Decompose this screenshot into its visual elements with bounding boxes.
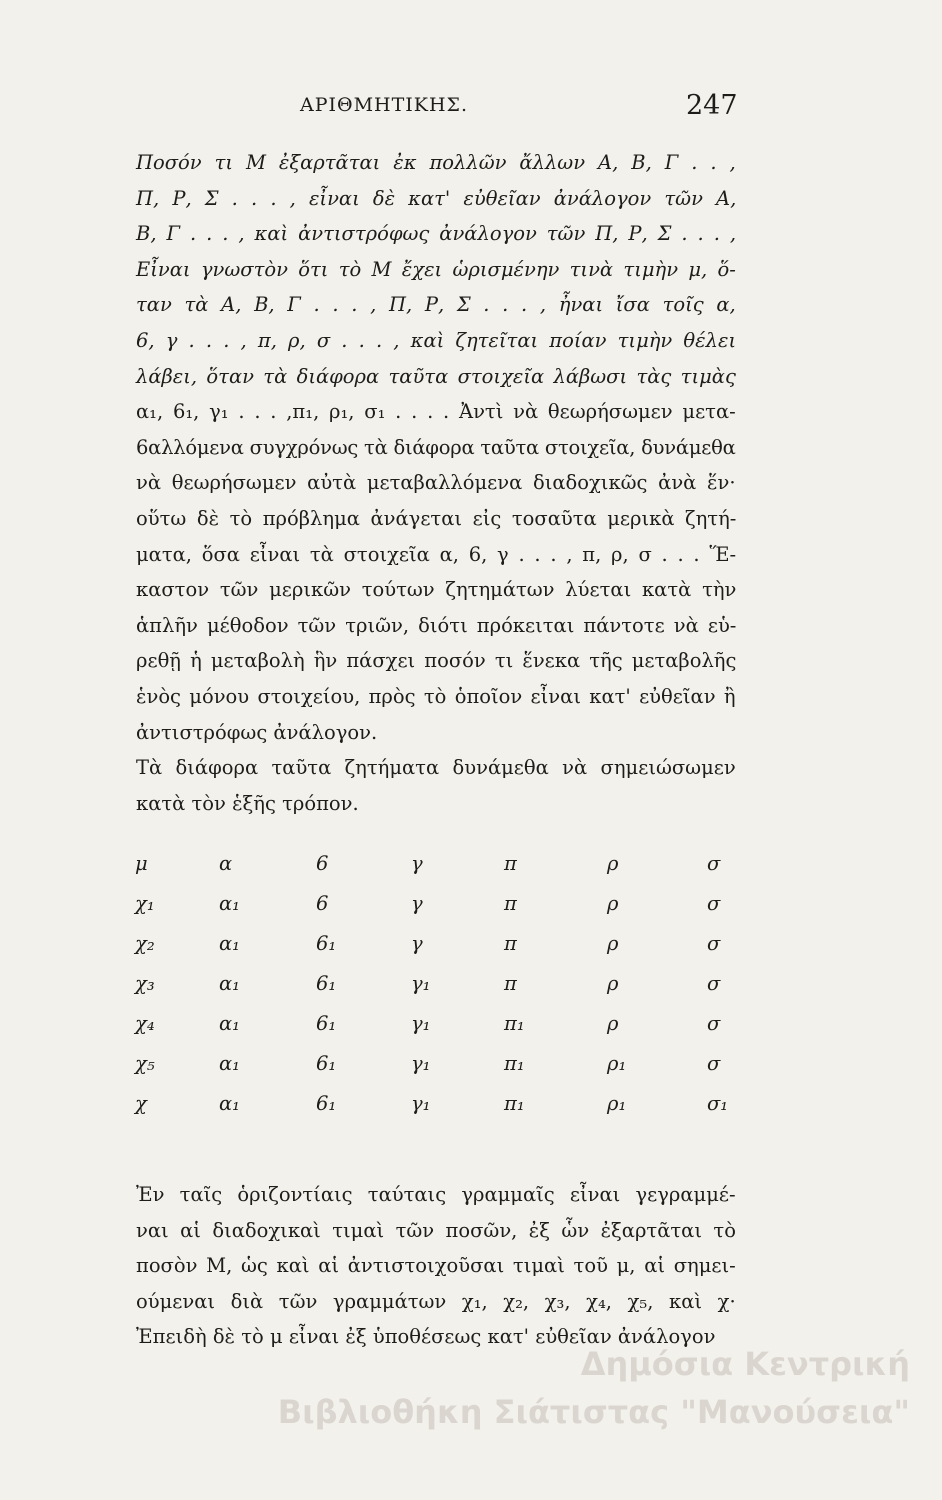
table-cell: α <box>219 851 233 875</box>
table-cell: α₁ <box>219 931 240 955</box>
paragraph-1 <box>136 145 740 821</box>
table-cell: π₁ <box>504 1091 525 1115</box>
table-row <box>135 923 747 963</box>
table-cell: γ <box>411 931 423 955</box>
table-row <box>135 883 747 923</box>
table-cell: σ <box>707 851 721 875</box>
text-line: Ἐν ταῖς ὁριζοντίαις ταύταις γραμμαῖς εἶναι γεγραμμέ- <box>136 1183 736 1206</box>
table-cell: γ₁ <box>411 971 431 995</box>
table-cell: 6₁ <box>316 1051 337 1075</box>
page-header <box>0 90 942 124</box>
table-row <box>135 963 747 1003</box>
table-cell: χ <box>135 1091 147 1115</box>
text-line: Π, Ρ, Σ . . . , εἶναι δὲ κατ' εὐθεῖαν ἀνάλογον τῶν Α, <box>136 186 737 210</box>
library-watermark <box>210 1340 910 1436</box>
text-line: Β, Γ . . . , καὶ ἀντιστρόφως ἀνάλογον τῶν Π, Ρ, Σ . . . , <box>136 222 737 246</box>
text-line: Εἶναι γνωστὸν ὅτι τὸ Μ ἔχει ὡρισμένην τινὰ τιμὴν μ, ὅ- <box>136 257 736 281</box>
text-line: Ποσόν τι Μ ἐξαρτᾶται ἐκ πολλῶν ἄλλων Α, Β, Γ . . , <box>136 151 736 174</box>
table-row <box>135 1003 747 1043</box>
text-line: ἑνὸς μόνου στοιχείου, πρὸς τὸ ὁποῖον εἶναι κατ' εὐθεῖαν ἢ <box>136 684 736 708</box>
text-line: κατὰ τὸν ἑξῆς τρόπον. <box>136 791 359 815</box>
text-line: ναι αἱ διαδοχικαὶ τιμαὶ τῶν ποσῶν, ἐξ ὧν ἐξαρτᾶται τὸ <box>136 1218 736 1242</box>
table-cell: γ₁ <box>411 1091 431 1115</box>
table-cell: α₁ <box>219 1011 240 1035</box>
table-cell: ρ <box>607 851 619 875</box>
table-cell: σ <box>707 931 721 955</box>
table-cell: χ₅ <box>135 1051 155 1075</box>
table-cell: π <box>504 971 517 995</box>
table-row <box>135 843 747 883</box>
table-cell: 6 <box>316 851 329 875</box>
text-line: καστον τῶν μερικῶν τούτων ζητημάτων λύεται κατὰ τὴν <box>136 578 737 602</box>
table-cell: ρ <box>607 891 619 915</box>
table-cell: γ₁ <box>411 1051 431 1075</box>
table-cell: 6₁ <box>316 971 337 995</box>
text-line: οὕτω δὲ τὸ πρόβλημα ἀνάγεται εἰς τοσαῦτα μερικὰ ζητή- <box>136 506 737 530</box>
text-line: ἁπλῆν μέθοδον τῶν τριῶν, διότι πρόκειται πάντοτε νὰ εὑ- <box>136 613 737 637</box>
table-cell: π <box>504 851 517 875</box>
watermark-line-2: Βιβλιοθήκη Σιάτιστας "Μανούσεια" <box>277 1393 910 1431</box>
table-cell: ρ₁ <box>607 1091 627 1115</box>
table-cell: ρ <box>607 1011 619 1035</box>
text-line: νὰ θεωρήσωμεν αὐτὰ μεταβαλλόμενα διαδοχικῶς ἀνὰ ἕν· <box>136 471 736 495</box>
table-cell: ρ <box>607 971 619 995</box>
text-line: ταν τὰ Α, Β, Γ . . . , Π, Ρ, Σ . . . , ἦναι ἴσα τοῖς α, <box>136 293 736 317</box>
text-line: ποσὸν Μ, ὡς καὶ αἱ ἀντιστοιχοῦσαι τιμαὶ τοῦ μ, αἱ σημει- <box>136 1254 736 1278</box>
table-cell: χ₃ <box>135 971 155 995</box>
text-line: Τὰ διάφορα ταῦτα ζητήματα δυνάμεθα νὰ σημειώσωμεν <box>136 756 736 780</box>
table-cell: π₁ <box>504 1011 525 1035</box>
text-line: ούμεναι διὰ τῶν γραμμάτων χ₁, χ₂, χ₃, χ₄, χ₅, καὶ χ· <box>136 1289 736 1313</box>
text-line: ἀντιστρόφως ἀνάλογον. <box>136 720 378 744</box>
text-line: 6, γ . . . , π, ρ, σ . . . , καὶ ζητεῖται ποίαν τιμὴν θέλει <box>136 328 737 352</box>
table-cell: 6₁ <box>316 1091 337 1115</box>
table-cell: π <box>504 891 517 915</box>
text-line: ρεθῇ ἡ μεταβολὴ ἣν πάσχει ποσόν τι ἕνεκα τῆς μεταβολῆς <box>136 649 737 673</box>
running-title: ΑΡΙΘΜΗΤΙΚΗΣ. <box>300 94 469 116</box>
table-cell: α₁ <box>219 1051 240 1075</box>
paragraph-2 <box>136 1177 740 1355</box>
table-row <box>135 1083 747 1123</box>
table-row <box>135 1043 747 1083</box>
table-cell: ρ₁ <box>607 1051 627 1075</box>
table-cell: α₁ <box>219 971 240 995</box>
table-cell: π <box>504 931 517 955</box>
values-table <box>135 843 747 1123</box>
table-cell: α₁ <box>219 891 240 915</box>
table-cell: γ <box>411 891 423 915</box>
text-line: ματα, ὅσα εἶναι τὰ στοιχεῖα α, 6, γ . . . , π, ρ, σ . . . Ἕ- <box>136 542 737 566</box>
table-cell: σ <box>707 1011 721 1035</box>
table-cell: 6 <box>316 891 329 915</box>
table-cell: χ₂ <box>135 931 155 955</box>
table-cell: α₁ <box>219 1091 240 1115</box>
watermark-line-1: Δημόσια Κεντρική <box>580 1345 910 1383</box>
table-cell: σ₁ <box>707 1091 729 1115</box>
table-cell: χ₄ <box>135 1011 155 1035</box>
table-cell: χ₁ <box>135 891 155 915</box>
table-cell: σ <box>707 891 721 915</box>
table-cell: μ <box>135 851 148 875</box>
table-cell: γ <box>411 851 423 875</box>
text-line: λάβει, ὅταν τὰ διάφορα ταῦτα στοιχεῖα λάβωσι τὰς τιμὰς <box>136 364 736 388</box>
page-number: 247 <box>686 90 738 121</box>
text-line: Ἐπειδὴ δὲ τὸ μ εἶναι ἐξ ὑποθέσεως κατ' εὐθεῖαν ἀνάλογον <box>136 1325 716 1349</box>
table-cell: γ₁ <box>411 1011 431 1035</box>
table-cell: 6₁ <box>316 931 337 955</box>
text-line: 6αλλόμενα συγχρόνως τὰ διάφορα ταῦτα στοιχεῖα, δυνάμεθα <box>136 435 736 459</box>
table-cell: 6₁ <box>316 1011 337 1035</box>
table-cell: ρ <box>607 931 619 955</box>
text-line: α₁, 6₁, γ₁ . . . ,π₁, ρ₁, σ₁ . . . . Ἀντὶ νὰ θεωρήσωμεν μετα- <box>136 400 736 424</box>
table-cell: σ <box>707 1051 721 1075</box>
table-cell: π₁ <box>504 1051 525 1075</box>
table-cell: σ <box>707 971 721 995</box>
